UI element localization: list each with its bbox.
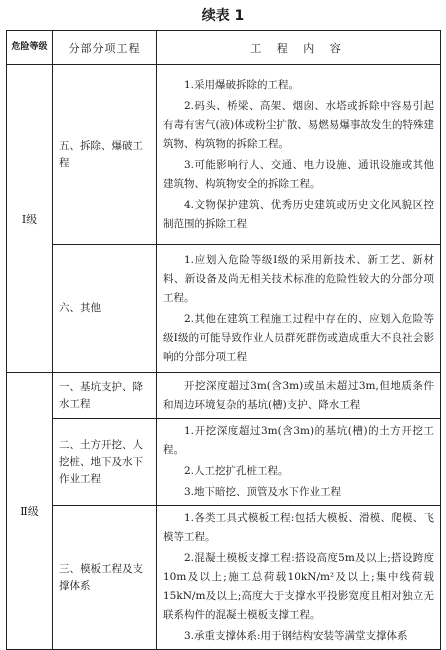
table-caption: 续表 1 [201, 8, 245, 24]
content-item: 3.地下暗挖、顶管及水下作业工程 [184, 486, 342, 498]
content-item: 2.其他在建筑工程施工过程中存在的、应划入危险等级Ⅰ级的可能导致作业人员群死群伤或造成重大不良社会影响的分部分项工程 [163, 312, 434, 363]
subdivision-cell: 一、基坑支护、降水工程 [53, 373, 157, 419]
content-cell [157, 373, 441, 419]
header-level: 危险等级 [7, 31, 53, 65]
content-item: 4.文物保护建筑、优秀历史建筑或历史文化风貌区控制范围的拆除工程 [163, 198, 434, 230]
table-row [7, 65, 441, 245]
subdivision-cell: 三、模板工程及支撑体系 [53, 506, 157, 650]
table-row [7, 373, 441, 419]
content-cell [157, 419, 441, 506]
content-item: 1.开挖深度超过3m(含3m)的基坑(槽)的土方开挖工程。 [163, 425, 434, 456]
table-row [7, 245, 441, 373]
hazard-classification-table [6, 30, 441, 650]
subdivision-cell: 六、其他 [53, 245, 157, 373]
content-cell [157, 245, 441, 373]
content-item: 2.混凝土模板支撑工程:搭设高度5m及以上;搭设跨度10m及以上;施工总荷载10kN/m²及以上;集中线荷载15kN/m及以上;高度大于支撑水平投影宽度且相对独立无联系构件的混凝土模板支撑工程。 [163, 552, 434, 621]
content-item: 1.采用爆破拆除的工程。 [184, 78, 300, 91]
table-header-row [7, 31, 441, 65]
level-cell-2: Ⅱ级 [7, 373, 53, 650]
content-item: 开挖深度超过3m(含3m)或虽未超过3m,但地质条件和周边环境复杂的基坑(槽)支护、降水工程 [163, 379, 434, 411]
content-item: 2.码头、桥梁、高架、烟囱、水塔或拆除中容易引起有毒有害气(液)体或粉尘扩散、易燃易爆事故发生的特殊建筑物、构筑物的拆除工程。 [163, 99, 434, 150]
header-content: 工 程 内 容 [157, 31, 441, 65]
content-cell [157, 65, 441, 245]
table-row [7, 419, 441, 506]
header-subdivision: 分部分项工程 [53, 31, 157, 65]
content-item: 3.可能影响行人、交通、电力设施、通讯设施或其他建筑物、构筑物安全的拆除工程。 [163, 158, 434, 190]
content-item: 1.应划入危险等级Ⅰ级的采用新技术、新工艺、新材料、新设备及尚无相关技术标准的危险性较大的分部分项工程。 [163, 253, 434, 304]
subdivision-cell: 五、拆除、爆破工程 [53, 65, 157, 245]
content-cell [157, 506, 441, 650]
content-item: 3.承重支撑体系:用于钢结构安装等满堂支撑体系 [184, 630, 408, 642]
content-item: 2.人工挖扩孔桩工程。 [184, 465, 289, 477]
content-item: 1.各类工具式模板工程:包括大模板、滑模、爬模、飞模等工程。 [163, 512, 434, 543]
level-cell-1: Ⅰ级 [7, 65, 53, 373]
table-row [7, 506, 441, 650]
subdivision-cell: 二、土方开挖、人挖桩、地下及水下作业工程 [53, 419, 157, 506]
